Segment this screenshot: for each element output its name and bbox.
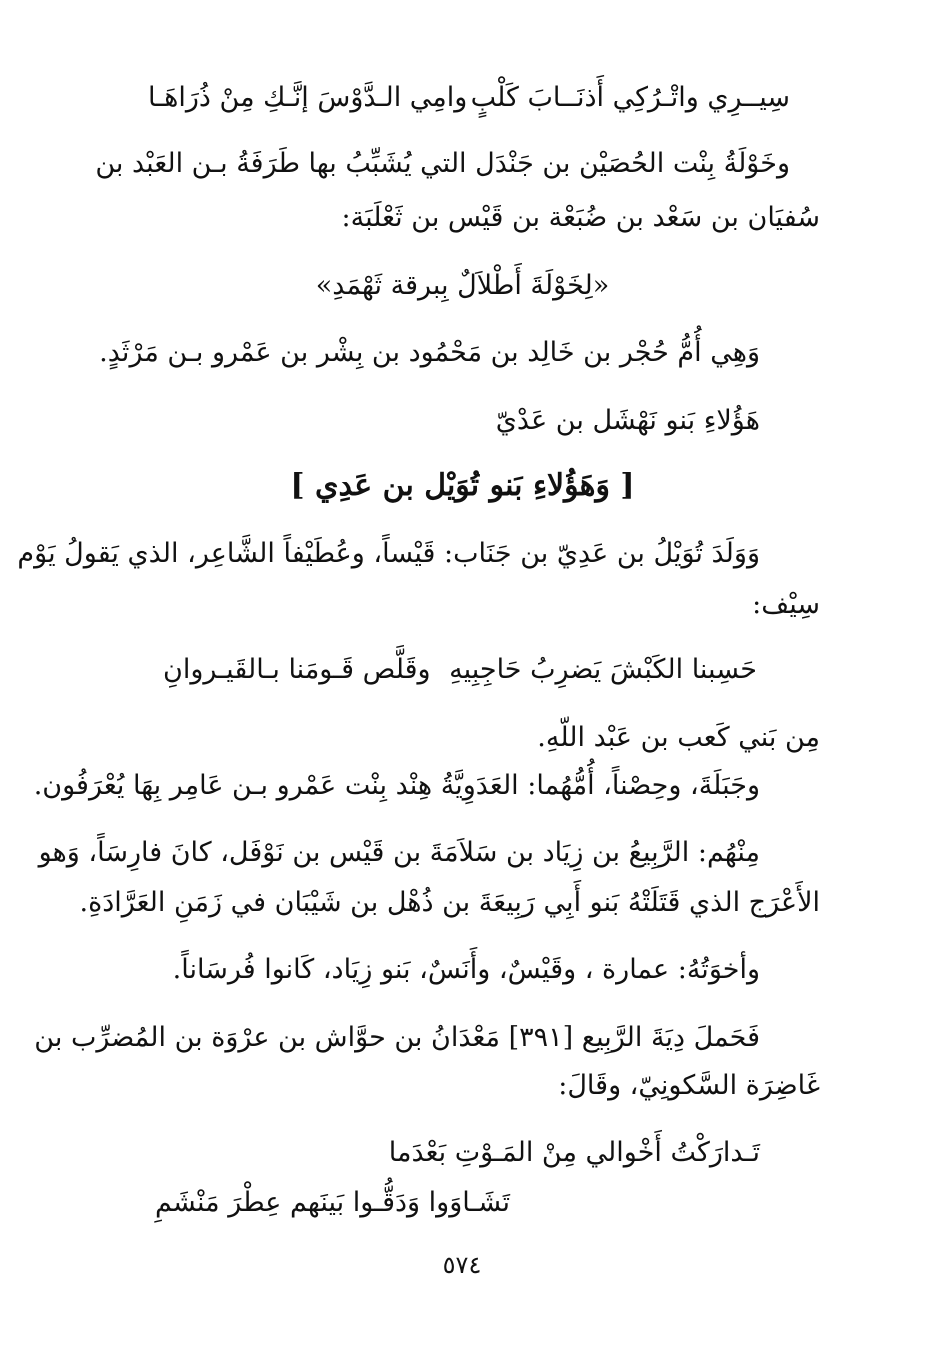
para3-line: هَؤُلاءِ بَنو نَهْشَل بن عَدْيّ (495, 405, 760, 436)
para4-line1: وَوَلَدَ تُوَيْلُ بن عَدِيّ بن جَنَاب: قَيْساً، وعُطَيْفاً الشَّاعِر، الذي يَقولُ يَوْم (17, 538, 760, 569)
verse3-line2: تَشَـاوَوا وَدَقُّـوا بَينَهم عِطْرَ مَنْشَمِ (154, 1187, 510, 1218)
quote-line: «لِخَوْلَةَ أَطْلاَلٌ بِبرقة ثَهْمَدِ» (315, 270, 610, 301)
para1-line2: سُفيَان بن سَعْد بن ضُبَعْة بن قَيْس بن ثَعْلَبَة: (341, 202, 820, 233)
para9-line1: فَحَملَ دِيَةَ الرَّبِيع [٣٩١] مَعْدَانُ بن حوَّاش بن عرْوَة بن المُضرِّب بن (34, 1022, 760, 1053)
verse1-left-hemistich: وامِي الـدَّوْسَ إنَّـكِ مِنْ ذُرَاهَـا (148, 82, 468, 113)
para7-line2: الأَعْرَج الذي قَتَلَتْهُ بَنو أَبِي رَبِيعَةَ بن ذُهْل بن شَيْبَان في زَمَنِ العَرَّادَةِ. (79, 887, 820, 918)
para4-line2: سِيْف: (752, 589, 820, 620)
page-number: ٥٧٤ (442, 1251, 482, 1279)
verse1-right-hemistich: سِيــرِي واتْـرُكِي أَذنَــابَ كَلْبٍ (470, 82, 790, 113)
verse2-right-hemistich: حَسِبنا الكَبْشَ يَضرِبُ حَاجِبِيهِ (449, 654, 757, 685)
para2-line: وَهِي أُمُّ حُجْر بن خَالِد بن مَحْمُود بن بِشْر بن عَمْرو بـن مَرْثَدٍ. (99, 337, 760, 368)
verse3-line1: تَـدارَكْتُ أَخْوالي مِنْ المَـوْتِ بَعْدَما (388, 1137, 760, 1168)
para5-line: مِن بَني كَعب بن عَبْد اللّهِ. (537, 722, 820, 753)
section-heading: [ وَهَؤُلاءِ بَنو تُوَيْل بن عَدِي ] (290, 468, 635, 503)
para6-line: وجَبَلَةَ، وحِصْناً، أُمُّهُما: العَدَوِيَّةُ هِنْد بِنْت عَمْرو بـن عَامِر بِهَا يُعْرَفُون. (33, 770, 760, 801)
para8-line: وأخوَتُهُ: عمارة ، وقَيْسٌ، وأَنَسٌ، بَنو زِيَاد، كَانوا فُرسَاناً. (172, 954, 760, 985)
para1-line1: وخَوْلَةُ بِنْت الحُصَيْن بن جَنْدَل التي يُشَبِّبُ بها طَرَفَةُ بـن العَبْد بن (95, 148, 790, 179)
para9-line2: غَاضِرَة السَّكونِيّ، وقَالَ: (558, 1070, 820, 1101)
verse2-left-hemistich: وقَلَّص قَـومَنا بـالقَيـروانِ (163, 654, 431, 685)
para7-line1: مِنْهُم: الرَّبِيعُ بن زِيَاد بن سَلاَمَةَ بن قَيْس بن نَوْفَل، كانَ فارِسَاً، وَهو (38, 837, 760, 868)
